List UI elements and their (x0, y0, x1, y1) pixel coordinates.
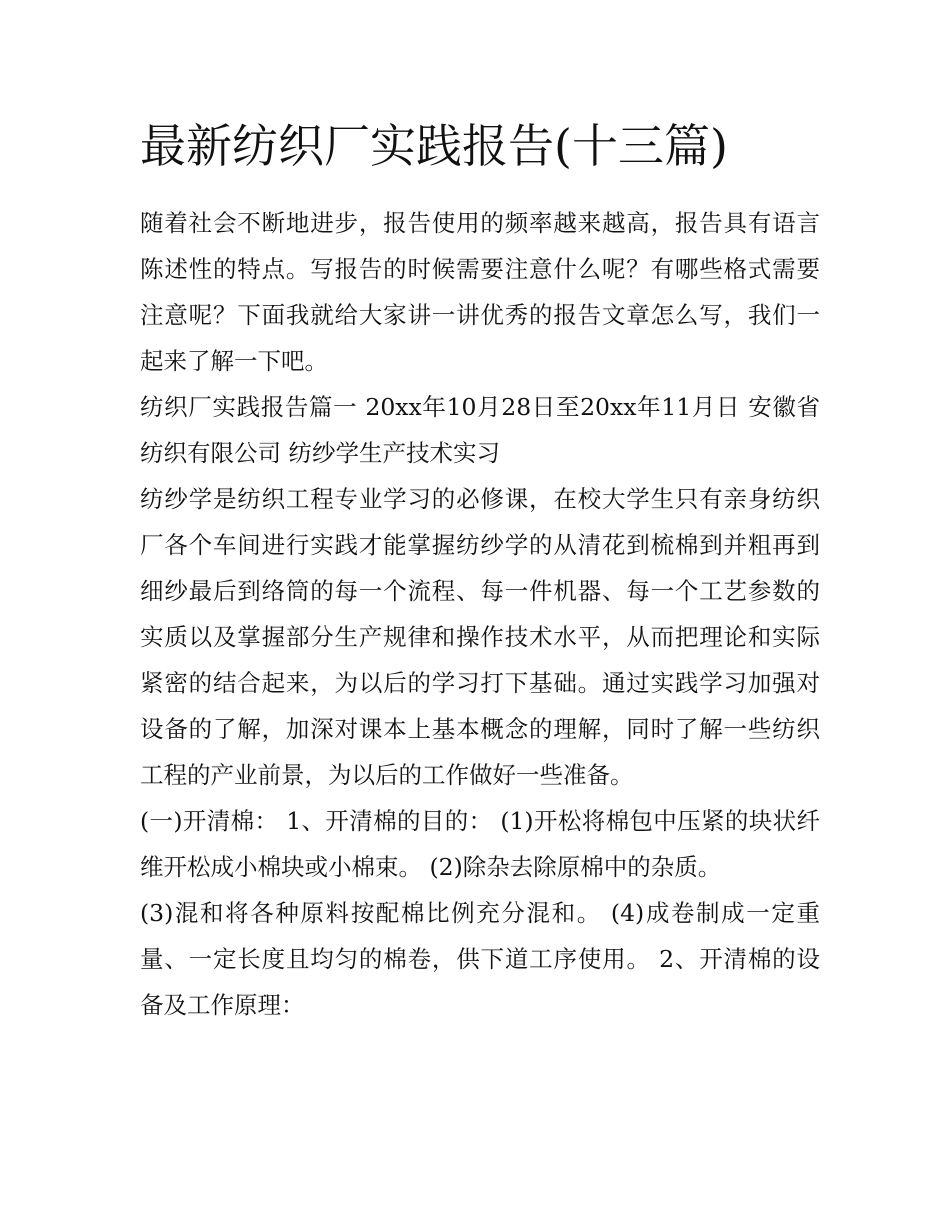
document-body (140, 200, 820, 1028)
document-title: 最新纺织厂实践报告(十三篇) (140, 119, 728, 173)
mixing-lapping-paragraph: (3)混和将各种原料按配棉比例充分混和。 (4)成卷制成一定重量、一定长度且均匀的棉卷，供下道工序使用。 2、开清棉的设备及工作原理： (140, 899, 820, 1019)
intro-paragraph: 随着社会不断地进步，报告使用的频率越来越高，报告具有语言陈述性的特点。写报告的时候需要注意什么呢？有哪些格式需要注意呢？下面我就给大家讲一讲优秀的报告文章怎么写，我们一起来了解一下吧。 (140, 209, 820, 375)
report-heading-paragraph: 纺织厂实践报告篇一 20xx年10月28日至20xx年11月日 安徽省纺织有限公司 纺纱学生产技术实习 (140, 393, 820, 467)
opening-cleaning-paragraph: (一)开清棉： 1、开清棉的目的： (1)开松将棉包中压紧的块状纤维开松成小棉块或小棉束。 (2)除杂去除原棉中的杂质。 (140, 807, 820, 881)
purpose-paragraph: 纺纱学是纺织工程专业学习的必修课，在校大学生只有亲身纺织厂各个车间进行实践才能掌握纺纱学的从清花到梳棉到并粗再到细纱最后到络筒的每一个流程、每一件机器、每一个工艺参数的实质以及掌握部分生产规律和操作技术水平，从而把理论和实际紧密的结合起来，为以后的学习打下基础。通过实践学习加强对设备的了解，加深对课本上基本概念的理解，同时了解一些纺织工程的产业前景，为以后的工作做好一些准备。 (140, 485, 820, 789)
